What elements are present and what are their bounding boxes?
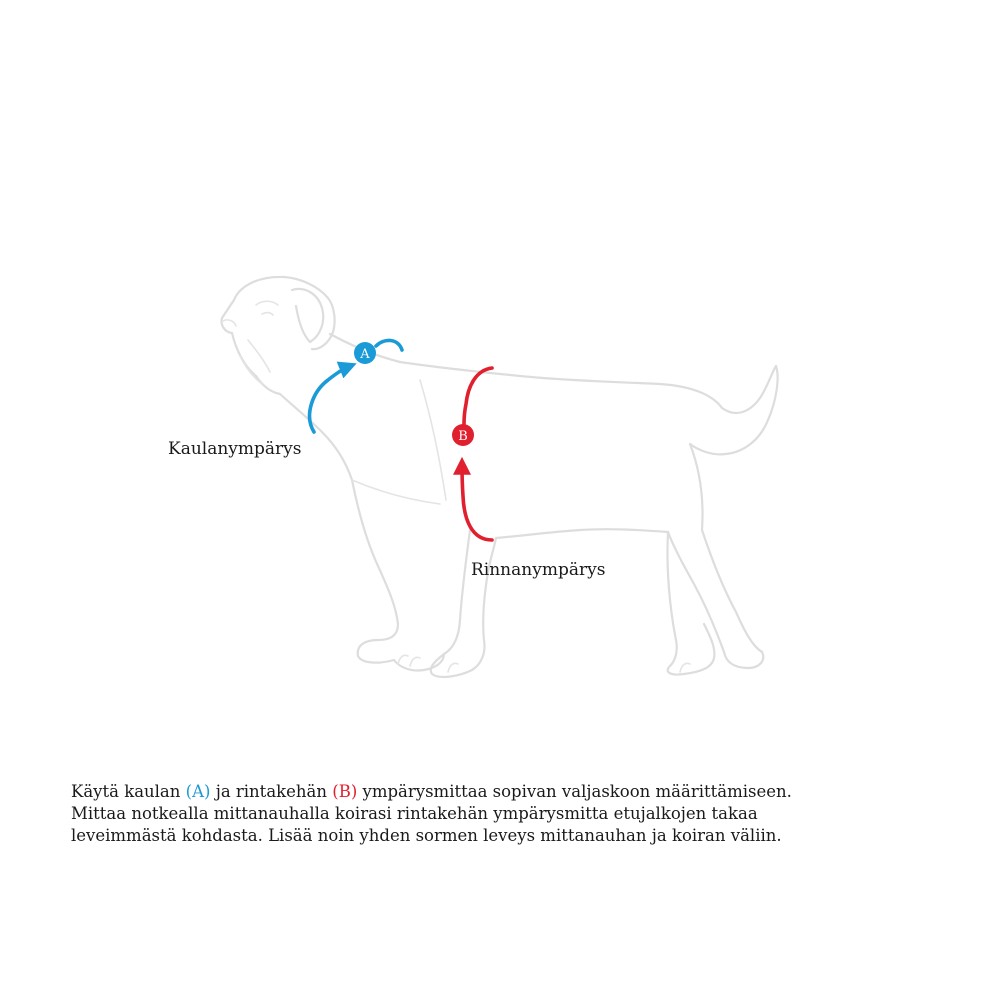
instructions-line2: Mittaa notkealla mittanauhalla koirasi rintakehän ympärysmitta etujalkojen takaa [71,804,758,823]
chest-arc-top [464,368,492,424]
instructions-line1-pre: Käytä kaulan [71,782,186,801]
instructions-text [71,781,931,847]
chest-circumference-label: Rinnanympärys [471,560,606,580]
dog-outline [221,277,777,677]
chest-measurement [452,368,492,540]
neck-arc [376,340,402,350]
marker-a-letter: A [360,347,370,362]
marker-b-letter: B [458,429,468,444]
instructions-line3: leveimmästä kohdasta. Lisää noin yhden sormen leveys mittanauhan ja koiran väliin. [71,826,782,845]
neck-arrow [310,366,350,432]
chest-reference-b: (B) [332,782,358,801]
neck-circumference-label: Kaulanympärys [168,439,302,459]
neck-measurement [310,340,402,432]
chest-arrow [462,464,492,540]
neck-reference-a: (A) [185,782,211,801]
instructions-line1-post: ympärysmittaa sopivan valjaskoon määrittämiseen. [357,782,792,801]
instructions-line1-mid: ja rintakehän [210,782,333,801]
